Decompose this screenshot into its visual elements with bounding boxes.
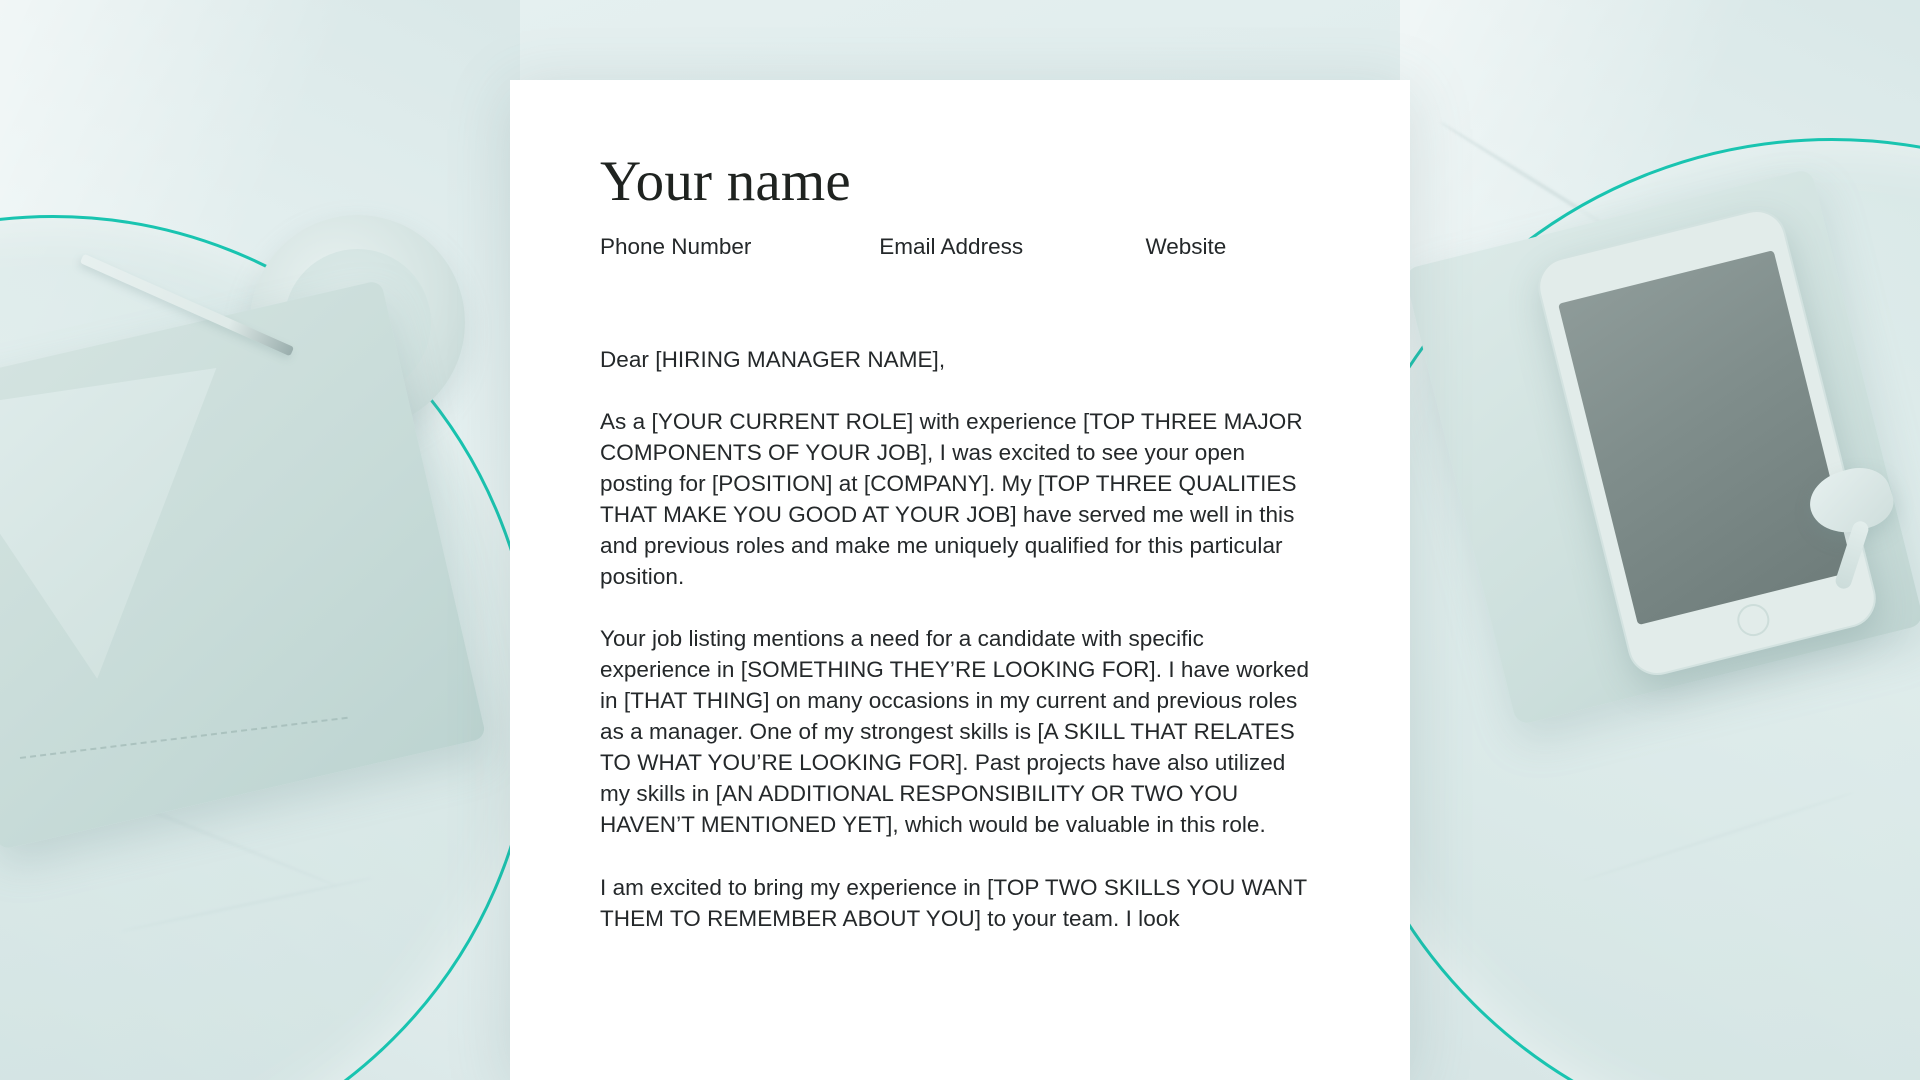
- applicant-name: Your name: [600, 150, 851, 213]
- cover-letter-page: [510, 80, 1410, 1080]
- notebook-stitching: [20, 717, 348, 760]
- salutation: Dear [HIRING MANAGER NAME],: [600, 346, 946, 372]
- letter-paragraph: As a [YOUR CURRENT ROLE] with experience [TOP THREE MAJOR COMPONENTS OF YOUR JOB], I was excited to see your open posting for [POSITION] at [COMPANY]. My [TOP THREE QUALITIES THAT MAKE YOU GOOD AT YOUR JOB] have served me well in this and previous roles and make me uniquely qualified for this particular position.: [600, 408, 1303, 590]
- phone-home-button: [1734, 601, 1773, 640]
- contact-row: [600, 234, 1320, 260]
- website-label: Website: [1145, 233, 1227, 259]
- letter-paragraph: Your job listing mentions a need for a candidate with specific experience in [SOMETHING THEY’RE LOOKING FOR]. I have worked in [THAT THING] on many occasions in my current and previous roles as a manager. One of my strongest skills is [A SKILL THAT RELATES TO WHAT YOU’RE LOOKING FOR]. Past projects have also utilized my skills in [AN ADDITIONAL RESPONSIBILITY OR TWO YOU HAVEN’T MENTIONED YET], which would be valuable in this role.: [600, 626, 1310, 838]
- letter-paragraph: I am excited to bring my experience in [TOP TWO SKILLS YOU WANT THEM TO REMEMBER ABOUT YOU] to your team. I look: [600, 874, 1307, 931]
- notebook-flap: [0, 345, 278, 705]
- email-address-label: Email Address: [879, 233, 1024, 259]
- letter-body: [600, 344, 1320, 934]
- phone-number-label: Phone Number: [600, 233, 752, 259]
